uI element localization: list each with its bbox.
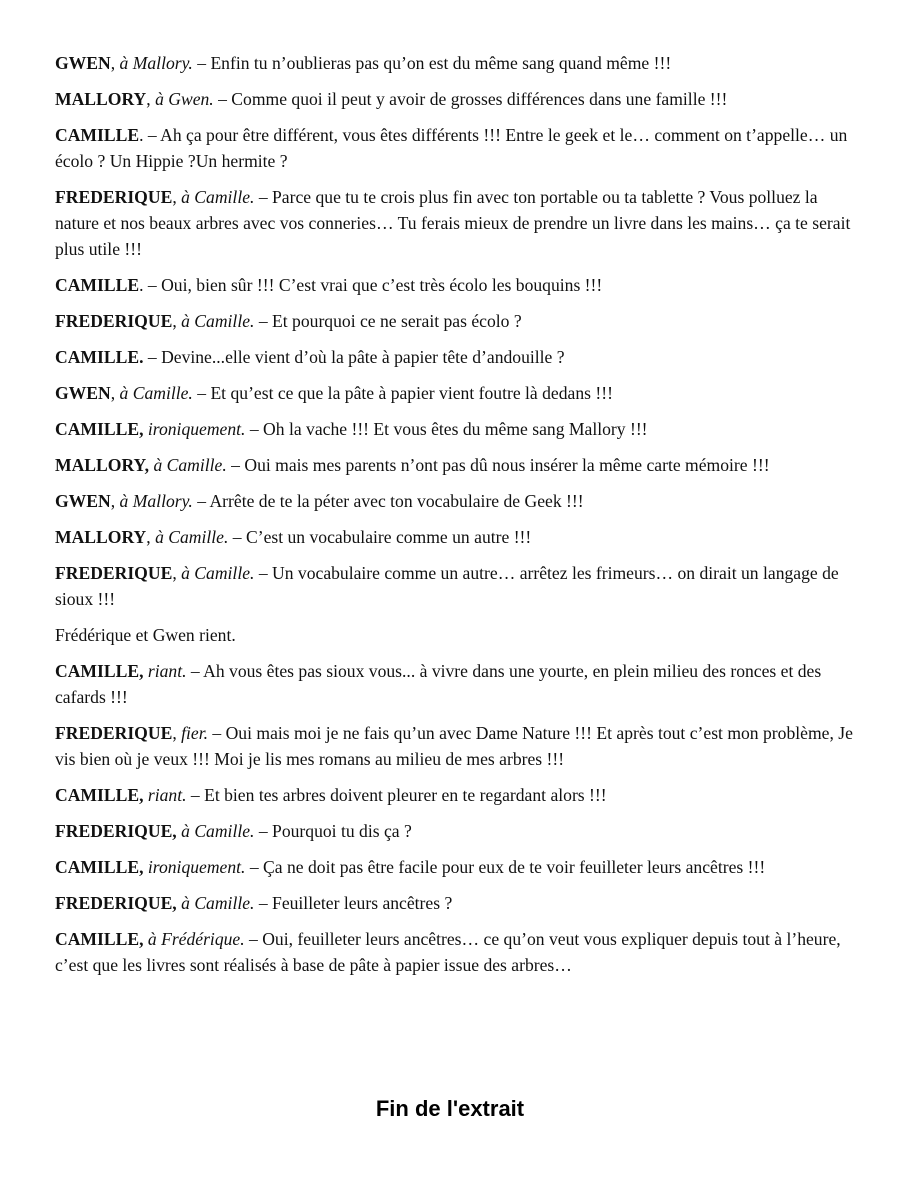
dialogue-text: – Devine...elle vient d’où la pâte à papier tête d’andouille ? [143,347,565,367]
dialogue-line [55,344,855,370]
stage-direction: à Camille. [181,311,255,331]
dialogue-line [55,658,855,710]
speaker-name: MALLORY, [55,455,150,475]
separator: . [139,125,144,145]
speaker-name: FREDERIQUE, [55,821,177,841]
stage-direction: fier. [181,723,208,743]
stage-direction: ironiquement. [147,857,246,877]
end-of-excerpt-heading: Fin de l'extrait [375,1096,525,1121]
speaker-name: CAMILLE [55,125,140,145]
separator: , [172,563,182,583]
stage-direction: à Camille. [119,383,193,403]
dialogue-text: – Oh la vache !!! Et vous êtes du même sang Mallory !!! [245,419,648,439]
speaker-name: CAMILLE, [55,661,144,681]
stage-direction: ironiquement. [147,419,246,439]
stage-direction: à Frédérique. [147,929,245,949]
dialogue-line [55,308,855,334]
separator: , [110,53,120,73]
dialogue-text: – Ah vous êtes pas sioux vous... à vivre dans une yourte, en plein milieu des ronces et des cafards !!! [55,661,822,707]
dialogue-text: – C’est un vocabulaire comme un autre !!! [228,527,532,547]
speaker-name: GWEN [55,53,111,73]
dialogue-text: – Parce que tu te crois plus fin avec ton portable ou ta tablette ? Vous polluez la nature et nos beaux arbres avec vos conneries… Tu ferais mieux de prendre un livre dans les mains… ça te serait plus utile !!! [55,187,851,259]
dialogue-line [55,184,855,262]
speaker-name: CAMILLE, [55,929,144,949]
speaker-name: GWEN [55,491,111,511]
stage-direction: riant. [147,661,187,681]
script-body [55,50,855,988]
stage-note [55,622,855,648]
speaker-name: FREDERIQUE [55,723,173,743]
speaker-name: CAMILLE [55,275,140,295]
dialogue-line [55,452,855,478]
dialogue-text: – Un vocabulaire comme un autre… arrêtez les frimeurs… on dirait un langage de sioux !!! [55,563,839,609]
stage-direction: à Camille. [181,563,255,583]
stage-direction: à Camille. [153,455,227,475]
dialogue-text: – Arrête de te la péter avec ton vocabulaire de Geek !!! [192,491,584,511]
speaker-name: CAMILLE. [55,347,144,367]
stage-direction: à Gwen. [155,89,214,109]
dialogue-text: – Pourquoi tu dis ça ? [254,821,412,841]
dialogue-line [55,86,855,112]
stage-note-text: Frédérique et Gwen rient. [55,625,236,645]
speaker-name: CAMILLE, [55,857,144,877]
dialogue-text: – Et pourquoi ce ne serait pas écolo ? [254,311,522,331]
stage-direction: à Mallory. [119,53,193,73]
speaker-name: FREDERIQUE [55,311,173,331]
separator: , [146,89,156,109]
speaker-name: FREDERIQUE [55,563,173,583]
dialogue-line [55,818,855,844]
dialogue-text: – Et qu’est ce que la pâte à papier vient foutre là dedans !!! [192,383,613,403]
dialogue-line [55,890,855,916]
speaker-name: FREDERIQUE, [55,893,177,913]
dialogue-line [55,488,855,514]
dialogue-text: – Feuilleter leurs ancêtres ? [254,893,453,913]
dialogue-line [55,720,855,772]
dialogue-line [55,926,855,978]
separator: , [172,311,182,331]
stage-direction: à Camille. [155,527,229,547]
dialogue-line [55,272,855,298]
stage-direction: à Mallory. [119,491,193,511]
dialogue-text: – Ah ça pour être différent, vous êtes différents !!! Entre le geek et le… comment on t’appelle… un écolo ? Un Hippie ?Un hermite ? [55,125,848,171]
dialogue-line [55,560,855,612]
speaker-name: CAMILLE, [55,785,144,805]
separator: . [139,275,144,295]
separator: , [172,187,182,207]
dialogue-line [55,50,855,76]
dialogue-text: – Et bien tes arbres doivent pleurer en te regardant alors !!! [186,785,607,805]
dialogue-line [55,380,855,406]
dialogue-line [55,854,855,880]
speaker-name: MALLORY [55,89,147,109]
dialogue-line [55,782,855,808]
separator: , [110,491,120,511]
stage-direction: à Camille. [181,821,255,841]
speaker-name: CAMILLE, [55,419,144,439]
dialogue-line [55,524,855,550]
dialogue-text: – Oui, feuilleter leurs ancêtres… ce qu’on veut vous expliquer depuis tout à l’heure, c’est que les livres sont réalisés à base de pâte à papier issue des arbres… [55,929,841,975]
dialogue-text: – Oui mais mes parents n’ont pas dû nous insérer la même carte mémoire !!! [226,455,770,475]
separator: , [146,527,156,547]
speaker-name: FREDERIQUE [55,187,173,207]
separator: , [110,383,120,403]
dialogue-text: – Enfin tu n’oublieras pas qu’on est du même sang quand même !!! [192,53,672,73]
speaker-name: MALLORY [55,527,147,547]
dialogue-line [55,122,855,174]
stage-direction: à Camille. [181,893,255,913]
dialogue-text: – Oui, bien sûr !!! C’est vrai que c’est très écolo les bouquins !!! [143,275,603,295]
dialogue-text: – Oui mais moi je ne fais qu’un avec Dame Nature !!! Et après tout c’est mon problème, Je vis bien où je veux !!! Moi je lis mes romans au milieu de mes arbres !!! [55,723,853,769]
stage-direction: à Camille. [181,187,255,207]
dialogue-line [55,416,855,442]
speaker-name: GWEN [55,383,111,403]
dialogue-text: – Ça ne doit pas être facile pour eux de te voir feuilleter leurs ancêtres !!! [245,857,766,877]
stage-direction: riant. [147,785,187,805]
dialogue-text: – Comme quoi il peut y avoir de grosses différences dans une famille !!! [213,89,728,109]
separator: , [172,723,182,743]
